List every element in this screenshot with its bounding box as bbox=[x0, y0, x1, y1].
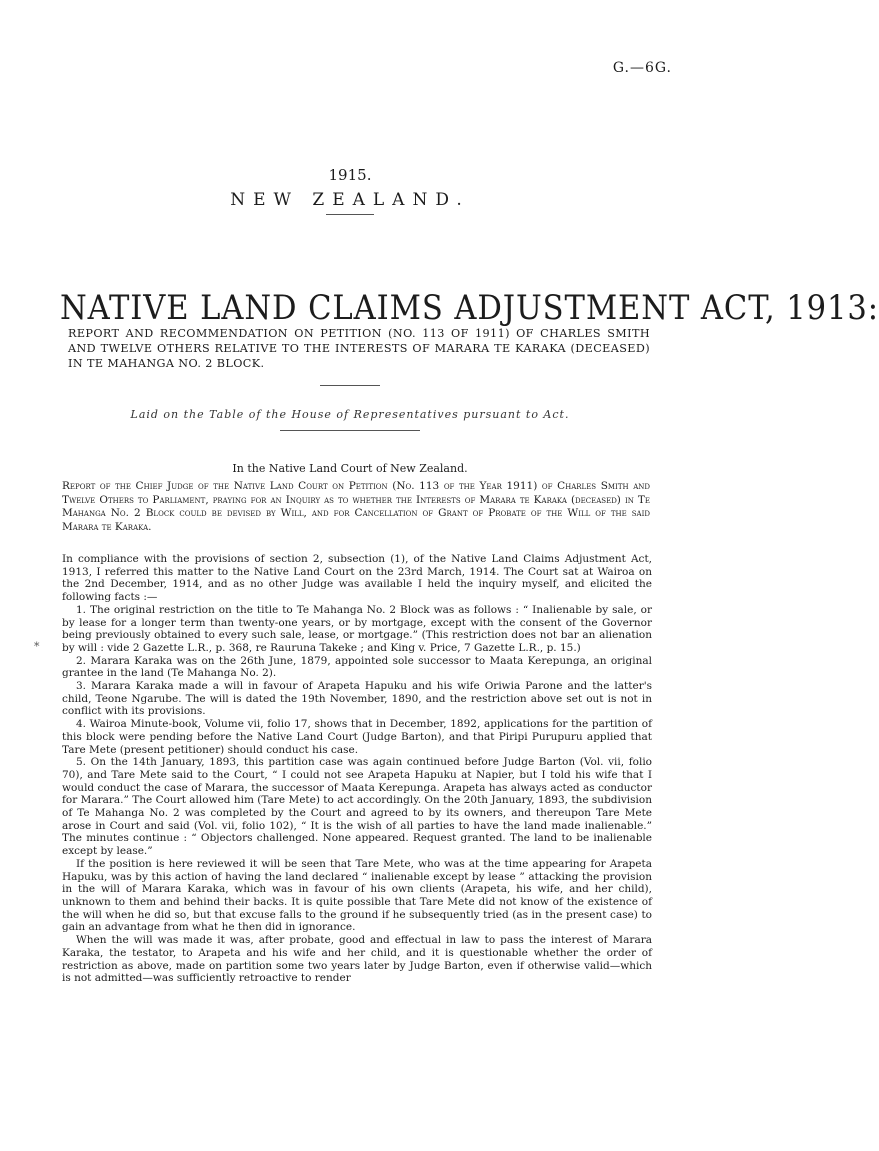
divider-rule bbox=[326, 214, 374, 215]
paragraph: 4. Wairoa Minute-book, Volume vii, folio 17, shows that in December, 1892, applications for the partition of this block were pending before the Native Land Court (Judge Barton), and that Piripi Purupuru applied that Tare Mete (present petitioner) should conduct his case. bbox=[62, 718, 652, 756]
court-heading: In the Native Land Court of New Zealand. bbox=[232, 462, 468, 475]
paragraph: 5. On the 14th January, 1893, this partition case was again continued before Judge Barton (Vol. vii, folio 70), and Tare Mete said to the Court, “ I could not see Arapeta Hapuku at Napier, but I told his wife that I would conduct the case of Marara, the successor of Maata Kerepunga. Arapeta has always acted as conductor for Marara.” The Court allowed him (Tare Mete) to act accordingly. On the 20th January, 1893, the subdivision of Te Mahanga No. 2 was completed by the Court and agreed to by its owners, and thereupon Tare Mete arose in Court and said (Vol. vii, folio 102), “ It is the wish of all parties to have the land made inalienable.” The minutes continue : “ Objectors challenged. None appeared. Request granted. The land to be inalienable except by lease.” bbox=[62, 756, 652, 858]
paragraph: If the position is here reviewed it will be seen that Tare Mete, who was at the time appearing for Arapeta Hapuku, was by this action of having the land declared “ inalienable except by lease ” attacking the provision in the will of Marara Karaka, which was in favour of his own clients (Arapeta, his wife, and her child), unknown to them and behind their backs. It is quite possible that Tare Mete did not know of the existence of the will when he did so, but that excuse falls to the ground if he subsequently tried (as in the present case) to gain an advantage from what he then did in ignorance. bbox=[62, 857, 652, 934]
report-body bbox=[62, 553, 652, 985]
paragraph: 3. Marara Karaka made a will in favour of Arapeta Hapuku and his wife Oriwia Parone and the latter's child, Teone Ngarube. The will is dated the 19th November, 1890, and the restriction above set out is not in conflict with its provisions. bbox=[62, 680, 652, 718]
act-title: NATIVE LAND CLAIMS ADJUSTMENT ACT, 1913: bbox=[60, 288, 879, 328]
divider-rule bbox=[280, 430, 420, 431]
paragraph: 1. The original restriction on the title to Te Mahanga No. 2 Block was as follows : “ Inalienable by sale, or by lease for a longer term than twenty-one years, or by mortgage, except with the consent of the Governor being previously obtained to every such sale, lease, or mortgage.” (This restriction does not bar an alienation by will : vide 2 Gazette L.R., p. 368, re Rauruna Takeke ; and King v. Price, 7 Gazette L.R., p. 15.) bbox=[62, 603, 652, 654]
country-heading: NEW ZEALAND. bbox=[230, 190, 470, 210]
paragraph: When the will was made it was, after probate, good and effectual in law to pass the interest of Marara Karaka, the testator, to Arapeta and his wife and her child, and it is questionable whether the order of restriction as above, made on partition some two years later by Judge Barton, even if otherwise valid—which is not admitted—was sufficiently retroactive to render bbox=[62, 934, 652, 985]
report-heading: Report of the Chief Judge of the Native Land Court on Petition (No. 113 of the Year 1911) of Charles Smith and Twelve Others to Parliament, praying for an Inquiry as to whether the Interests of Marara te Karaka (deceased) in Te Mahanga No. 2 Block could be devised by Will, and for Cancellation of Grant of Probate of the Will of the said Marara te Karaka. bbox=[62, 480, 650, 533]
paragraph: 2. Marara Karaka was on the 26th June, 1879, appointed sole successor to Maata Kerepunga, an original grantee in the land (Te Mahanga No. 2). bbox=[62, 654, 652, 680]
report-subtitle: REPORT AND RECOMMENDATION ON PETITION (NO. 113 OF 1911) OF CHARLES SMITH AND TWELVE OTHERS RELATIVE TO THE INTERESTS OF MARARA TE KARAKA (DECEASED) IN TE MAHANGA NO. 2 BLOCK. bbox=[68, 327, 650, 370]
divider-rule bbox=[320, 385, 380, 386]
margin-mark: * bbox=[34, 640, 40, 653]
laid-on-table-note: Laid on the Table of the House of Representatives pursuant to Act. bbox=[130, 408, 570, 421]
document-reference: G.—6G. bbox=[612, 60, 672, 76]
publication-year: 1915. bbox=[328, 166, 372, 184]
paragraph: In compliance with the provisions of section 2, subsection (1), of the Native Land Claims Adjustment Act, 1913, I referred this matter to the Native Land Court on the 23rd March, 1914. The Court sat at Wairoa on the 2nd December, 1914, and as no other Judge was available I held the inquiry myself, and elicited the following facts :— bbox=[62, 553, 652, 604]
